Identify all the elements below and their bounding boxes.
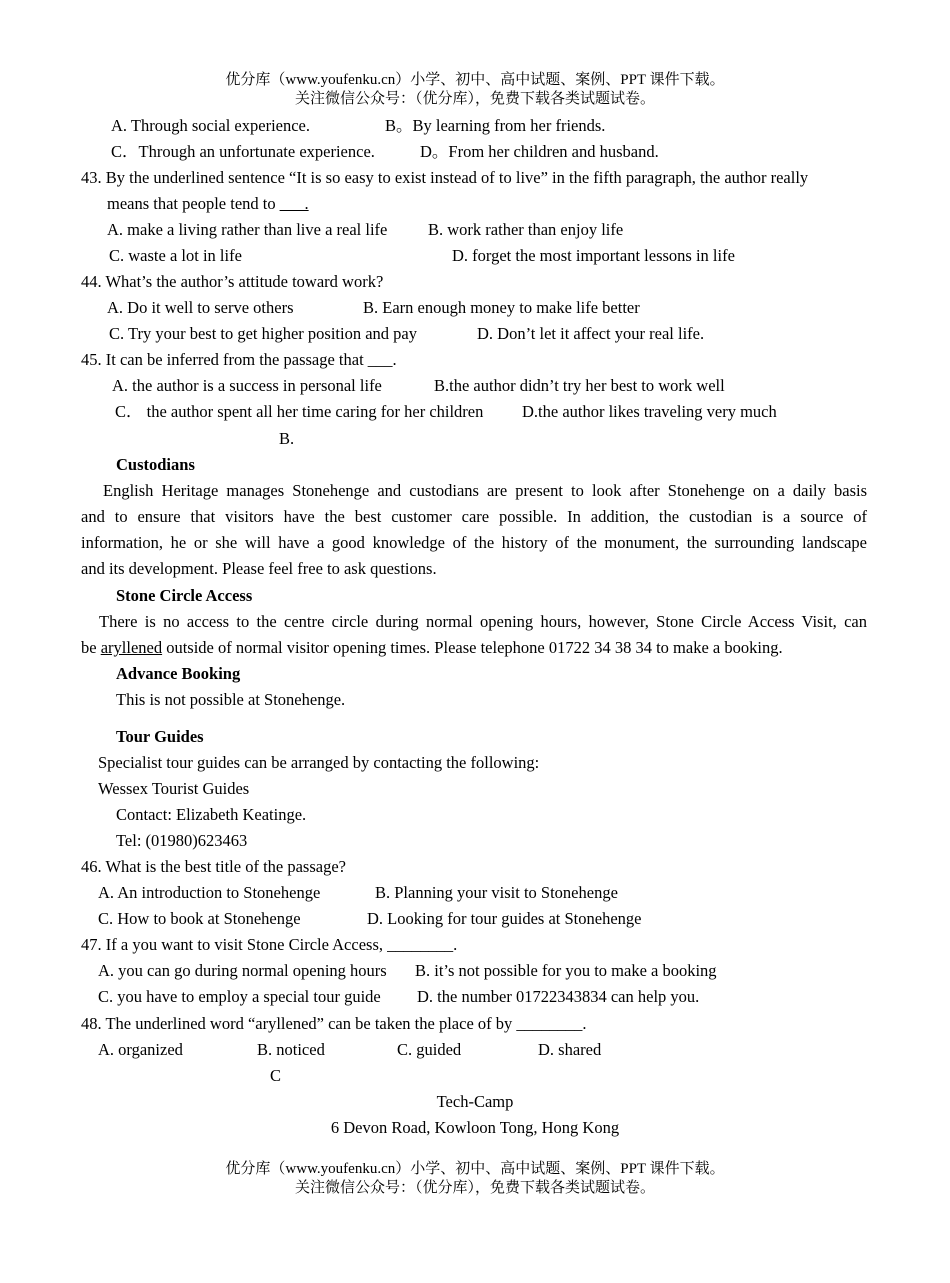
access-line-2-post: outside of normal visitor opening times. Please telephone 01722 34 38 34 to make a booking. (162, 638, 783, 657)
q46-option-a: A. An introduction to Stonehenge (98, 883, 321, 902)
q47-option-a: A. you can go during normal opening hours (98, 961, 387, 980)
q47-option-d: D. the number 01722343834 can help you. (417, 987, 700, 1006)
tour-guides-line-2: Wessex Tourist Guides (98, 779, 250, 798)
section-b-label: B. (279, 429, 295, 448)
booking-heading: Advance Booking (116, 664, 241, 683)
access-line-2-pre: be (81, 638, 101, 657)
q47-stem: 47. If a you want to visit Stone Circle Access, ________. (81, 935, 458, 954)
q44-stem: 44. What’s the author’s attitude toward work? (81, 272, 384, 291)
q43-option-a: A. make a living rather than live a real life (107, 220, 388, 239)
q43-blank: ___. (279, 194, 309, 213)
booking-text: This is not possible at Stonehenge. (116, 690, 346, 709)
q43-option-b: B. work rather than enjoy life (428, 220, 624, 239)
q47-option-b: B. it’s not possible for you to make a booking (415, 961, 717, 980)
page-header-line1: 优分库（www.youfenku.cn）小学、初中、高中试题、案例、PPT 课件下载。 (225, 72, 725, 88)
tech-camp-title: Tech-Camp (436, 1092, 514, 1111)
q44-option-b: B. Earn enough money to make life better (363, 298, 640, 317)
q43-stem: 43. By the underlined sentence “It is so easy to exist instead of to live” in the fifth paragraph, the author really (81, 168, 809, 187)
access-line-2 (81, 638, 783, 658)
q43-stem-text: means that people tend to (107, 194, 280, 213)
tour-guides-line-1: Specialist tour guides can be arranged by contacting the following: (98, 753, 540, 772)
underlined-word: aryllened (100, 638, 163, 657)
page-header-line2: 关注微信公众号：（优分库），免费下载各类试题试卷。 (294, 91, 655, 107)
access-line-1: There is no access to the centre circle during normal opening hours, however, Stone Circle Access Visit, can (99, 612, 867, 631)
page-footer-line2: 关注微信公众号：（优分库），免费下载各类试题试卷。 (294, 1180, 655, 1196)
page-footer-line1: 优分库（www.youfenku.cn）小学、初中、高中试题、案例、PPT 课件下载。 (225, 1161, 725, 1177)
q45-option-c: C． the author spent all her time caring for her children (115, 402, 484, 421)
q47-option-c: C. you have to employ a special tour guide (98, 987, 381, 1006)
q48-option-c: C. guided (397, 1040, 462, 1059)
q43-option-d: D. forget the most important lessons in life (452, 246, 735, 265)
q43-option-c: C. waste a lot in life (109, 246, 242, 265)
q45-stem: 45. It can be inferred from the passage that ___. (81, 350, 397, 369)
custodians-line-2: and to ensure that visitors have the best customer care possible. In addition, the custodian is a source of (81, 507, 867, 526)
tech-camp-address: 6 Devon Road, Kowloon Tong, Hong Kong (330, 1118, 620, 1137)
custodians-line-4: and its development. Please feel free to ask questions. (81, 559, 437, 578)
q45-option-d: D.the author likes traveling very much (522, 402, 777, 421)
q42-option-d: D。From her children and husband. (420, 142, 659, 161)
section-c-label: C (270, 1066, 282, 1085)
q46-stem: 46. What is the best title of the passage? (81, 857, 346, 876)
q44-option-d: D. Don’t let it affect your real life. (477, 324, 705, 343)
q48-option-b: B. noticed (257, 1040, 325, 1059)
q44-option-c: C. Try your best to get higher position and pay (109, 324, 417, 343)
q48-option-d: D. shared (538, 1040, 602, 1059)
q42-option-c: C．Through an unfortunate experience. (111, 142, 375, 161)
tour-guides-tel: Tel: (01980)623463 (116, 831, 248, 850)
custodians-line-3: information, he or she will have a good knowledge of the history of the monument, the surrounding landscape (81, 533, 867, 552)
q48-stem: 48. The underlined word “aryllened” can be taken the place of by ________. (81, 1014, 587, 1033)
tour-guides-contact: Contact: Elizabeth Keatinge. (116, 805, 307, 824)
q46-option-c: C. How to book at Stonehenge (98, 909, 301, 928)
custodians-line-1: English Heritage manages Stonehenge and custodians are present to look after Stonehenge on a daily basis (103, 481, 867, 500)
q46-option-d: D. Looking for tour guides at Stonehenge (367, 909, 642, 928)
q45-option-b: B.the author didn’t try her best to work well (434, 376, 725, 395)
q46-option-b: B. Planning your visit to Stonehenge (375, 883, 618, 902)
q43-stem-cont (107, 194, 309, 214)
q42-option-a: A. Through social experience. (111, 116, 310, 135)
access-heading: Stone Circle Access (116, 586, 253, 605)
q42-option-b: B。By learning from her friends. (385, 116, 606, 135)
q44-option-a: A. Do it well to serve others (107, 298, 294, 317)
tour-guides-heading: Tour Guides (116, 727, 204, 746)
custodians-heading: Custodians (116, 455, 195, 474)
q48-option-a: A. organized (98, 1040, 183, 1059)
q45-option-a: A. the author is a success in personal life (112, 376, 382, 395)
